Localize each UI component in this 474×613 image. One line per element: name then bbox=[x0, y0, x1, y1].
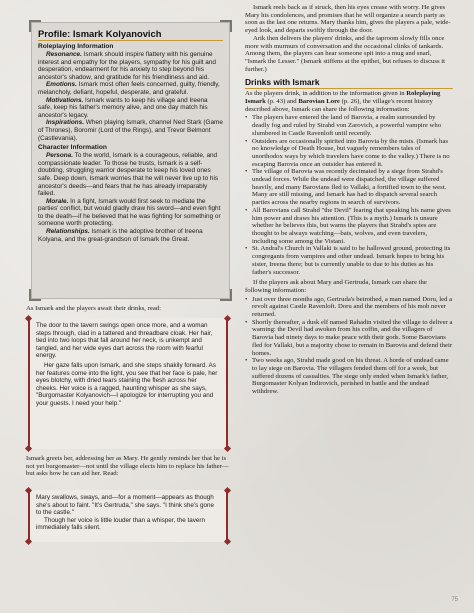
persona-paragraph: Persona. To the world, Ismark is a courageous, reliable, and compassionate leader. To those he trusts, Ismark is a self-doubting, struggling warrior desperate to keep his loved ones safe. Deep down, Ismark worries that he will never live up to his ancestor's deeds—and fears that he has already irreparably failed. bbox=[38, 152, 219, 198]
emotions-paragraph: Emotions. Ismark most often feels concerned, guilty, friendly, melancholy, defiant, hopeful, desperate, and grateful. bbox=[38, 81, 220, 96]
cross-reference: Roleplaying Ismark bbox=[245, 90, 441, 106]
relationships-paragraph: Relationships. Ismark is the adoptive brother of Ireena Kolyana, and the great-grandson of Ismark the Great. bbox=[38, 228, 203, 243]
narrative-paragraph: Arik then delivers the players' drinks, and the taproom slowly fills once more with murmurs of conversation and the occasional clinks of tankards. Among them, the players can hear someone spit into a mug and snarl, "Ismark the Lesser." (Ismark stiffens at the epithet, but refuses to discuss it further.) bbox=[245, 34, 445, 73]
section-heading: Drinks with Ismark bbox=[245, 77, 453, 89]
cross-reference: Barovian Lore bbox=[298, 98, 340, 106]
list-item: • Shortly thereafter, a dusk elf named Rahadin visited the village to deliver a warning: the Devil had awoken from his coffin, and the villagers of Barovia had ninety days to make peace with their gods. Some Barovians fled for Vallaki, but a majority chose to remain in Barovia and defend their homes. bbox=[245, 319, 453, 358]
read-aloud-box bbox=[28, 490, 228, 542]
inspirations-paragraph: Inspirations. When playing Ismark, channel Ned Stark (Game of Thrones), Boromir (Lord of the Rings), and Trevor Belmont (Castlevania). bbox=[38, 119, 223, 142]
morale-paragraph: Morale. In a fight, Ismark would first seek to mediate the parties' conflict, but would gladly draw his sword—and even fight to the death—if he believed that he was fighting for something or someone worth protecting. bbox=[38, 197, 221, 228]
right-column bbox=[245, 4, 453, 396]
info-list bbox=[245, 114, 453, 276]
read-intro: As Ismark and the players await their drinks, read: bbox=[26, 305, 162, 312]
list-item: • Outsiders are occasionally spirited into Barovia by the mists. (Ismark has no knowledge of Death House, but vaguely remembers tales of unorthodox ways by which travelers have come to the valley.) There is no escaping Barovia once an outsider has entered it. bbox=[245, 138, 453, 169]
narrative-paragraph: Ismark reels back as if struck, then his eyes crease with worry. He gives Mary his condolences, and promises that he will organize a search party as soon as the last one returns. Mary thanks him, gives the players a pale, wide-eyed look, and departs swiftly through the door. bbox=[245, 4, 451, 35]
motivations-paragraph: Motivations. Ismark wants to keep his village and Ireena safe, keep his father's memory alive, and one day match his ancestor's legacy. bbox=[38, 96, 208, 119]
corner-ornament bbox=[220, 289, 232, 301]
list-item: • Just over three months ago, Gertruda's betrothed, a man named Doru, led a revolt against Castle Ravenloft. Doru and the members of his mob never returned. bbox=[245, 296, 453, 319]
left-column bbox=[26, 305, 230, 313]
list-item: • All Barovians call Strahd "the Devil" fearing that speaking his name gives him power and draws his attention. (This is a myth.) Ismark is unsure whether he believes this, but warns the players that Strahd's spies are thought to be always watching—bats, wolves, and even travelers, including some among the Vistani. bbox=[245, 207, 453, 246]
corner-ornament bbox=[29, 289, 41, 301]
read-aloud-text: Though her voice is little louder than a whisper, the tavern immediately falls silent. bbox=[36, 516, 206, 532]
read-aloud-box bbox=[28, 318, 228, 449]
character-heading: Character Information bbox=[38, 144, 107, 152]
profile-sidebar bbox=[31, 22, 230, 299]
list-item: • The village of Barovia was recently decimated by a siege from Strahd's undead forces. While the undead were dispatched, the village suffered heavily, and many Barovians fled to Vallaki, a fortified town to the west. Many are still missing, and Ismark has had to dispatch several search parties across the nearby regions in search of survivors. bbox=[245, 168, 453, 207]
read-aloud-text: Mary swallows, sways, and—for a moment—appears as though she's about to faint. "It's Gertruda," she says. "I think she's gone to the castle." bbox=[36, 494, 214, 517]
corner-ornament bbox=[29, 20, 41, 32]
list-item: • Two weeks ago, Strahd made good on his threat. A horde of undead came to lay siege on Barovia. The villagers fended them off for a week, but suffered dozens of casualties. The siege only ended when Ismark's father, Burgomaster Kolyan Indirovich, perished in battle and the undead withdrew. bbox=[245, 357, 453, 396]
resonance-paragraph: Resonance. Ismark should inspire flattery with his genuine interest and empathy for the players, sympathy for his guilt and desperation, endearment for his anxiety to step beyond his ancestor's shadow, and gratitude for his friendliness and aid. bbox=[38, 51, 216, 81]
roleplaying-heading: Roleplaying Information bbox=[38, 43, 114, 50]
info-intro-paragraph: As the players drink, in addition to the information given in Roleplaying Ismark (p. 43) and Barovian Lore (p. 26), the village's recent history described above, Ismark can share the following information: bbox=[245, 90, 441, 113]
list-item: • St. Andral's Church in Vallaki is said to be hallowed ground, protecting its congregants from vampires and other undead. Ismark hopes to bring his sister, Ireena there; but is currently unable to due to his duties as his father's successor. bbox=[245, 245, 453, 276]
info-list bbox=[245, 296, 453, 396]
narrative-paragraph: If the players ask about Mary and Gertruda, Ismark can share the following information: bbox=[245, 279, 427, 294]
sidebar-title: Profile: Ismark Kolyanovich bbox=[38, 28, 223, 41]
read-aloud-text: The door to the tavern swings open once more, and a woman steps through, clad in a tattered and threadbare cloak. Her hair, tied into two loops that fall around her neck, is unkempt and tangled, and her wide eyes dart across the room with fearful energy. bbox=[36, 322, 213, 360]
corner-ornament bbox=[220, 20, 232, 32]
page-number: 75 bbox=[451, 597, 458, 603]
left-column-middle bbox=[26, 455, 230, 478]
list-item: • The players have entered the land of Barovia, a realm surrounded by deadly fog and ruled by Strahd von Zarovich, a powerful vampire who slumbered in Castle Ravenloft until recently. bbox=[245, 114, 453, 137]
read-aloud-text: Her gaze falls upon Ismark, and she steps shakily forward. As her features come into the light, you see that her face is pale, her eyes blotchy, with dried tears staining the flesh across her cheeks. Her voice is a ragged, haunting whisper as she says, "Burgomaster Kolyanovich—I apologize for interrupting you and your guests. I need your help." bbox=[36, 361, 218, 407]
narrative-paragraph: Ismark greets her, addressing her as Mary. He gently reminds her that he is not yet burgomaster—not until the village elects him to replace his father—but asks how he can aid her. Read: bbox=[26, 455, 229, 478]
